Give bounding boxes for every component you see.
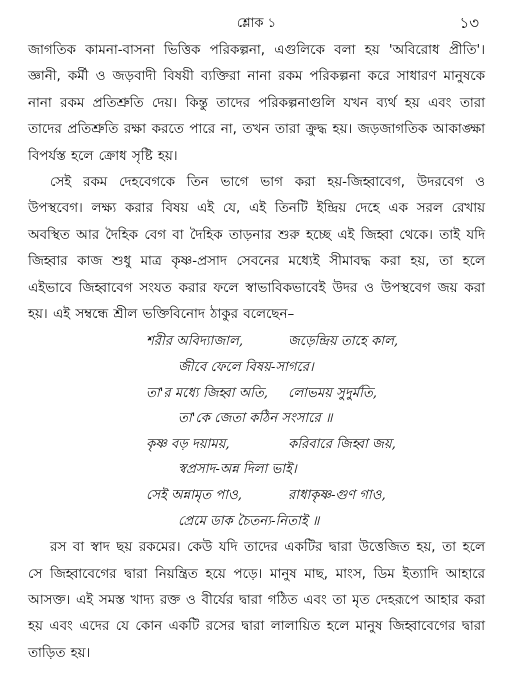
verse-line-5-second: করিবারে জিহ্বা জয়, [288, 436, 396, 452]
paragraph-1: জাগতিক কামনা-বাসনা ভিত্তিক পরিকল্পনা, এগুলিকে বলা হয় 'অবিরোধ প্রীতি'। জ্ঞানী, কর্মী ও জড়বাদী বিষয়ী ব্যক্তিরা নানা রকম পরিকল্পনা করে সাধারণ মানুষকে নানা রকম প্রতিশ্রুতি দেয়। কিন্তু তাদের পরিকল্পনাগুলি যখন ব্যর্থ হয় এবং তারা তাদের প্রতিশ্রুতি রক্ষা করতে পারে না, তখন তারা ক্রুদ্ধ হয়। জড়জাগতিক আকাঙ্ক্ষা বিপর্যস্ত হলে ক্রোধ সৃষ্টি হয়। [28, 43, 485, 164]
verse-line-7 [28, 483, 485, 509]
paragraph-3: রস বা স্বাদ ছয় রকমের। কেউ যদি তাদের একটির দ্বারা উত্তেজিত হয়, তা হলে সে জিহ্বাবেগের দ্বারা নিয়ন্ত্রিত হয়ে পড়ে। মানুষ মাছ, মাংস, ডিম ইত্যাদি আহারে আসক্ত। এই সমস্ত খাদ্য রক্ত ও বীর্যের দ্বারা গঠিত এবং তা মৃত দেহরূপে আহার করা হয় এবং এদের যে কোন একটি রসের দ্বারা লালায়িত হলে মানুষ জিহ্বাবেগের দ্বারা তাড়িত হয়। [28, 540, 485, 661]
page-number: ১৩ [459, 14, 479, 32]
verse-line-1 [28, 329, 485, 355]
verse-line-8 [28, 509, 485, 535]
verse-line-3-second: লোভময় সুদুর্মতি, [288, 385, 377, 401]
verse-line-5-first: কৃষ্ণ বড় দয়াময়, [146, 436, 230, 452]
verse-line-7-first: সেই অন্নামৃত পাও, [146, 488, 242, 504]
verse-line-3-first: তা'র মধ্যে জিহ্বা অতি, [146, 385, 269, 401]
verse-line-6 [28, 457, 485, 483]
verse-line-5 [28, 432, 485, 458]
verse-line-6-text: স্বপ্রসাদ-অন্ন দিলা ভাই। [178, 462, 297, 478]
verse-line-2 [28, 355, 485, 381]
verse-line-2-text: জীবে ফেলে বিষয়-সাগরে। [178, 360, 314, 376]
verse-line-3 [28, 381, 485, 407]
verse-line-4 [28, 406, 485, 432]
verse-line-1-second: জড়েন্দ্রিয় তাহে কাল, [288, 334, 399, 350]
verse-line-4-text: তা'কে জেতা কঠিন সংসারে ॥ [178, 411, 333, 427]
verse-block [28, 329, 485, 534]
verse-line-8-text: প্রেমে ডাক চৈতন্য-নিতাই ॥ [178, 513, 320, 529]
verse-line-1-first: শরীর অবিদ্যাজাল, [146, 334, 244, 350]
paragraph-2: সেই রকম দেহবেগকে তিন ভাগে ভাগ করা হয়-জিহ্বাবেগ, উদরবেগ ও উপস্থবেগ। লক্ষ্য করার বিষয় এই যে, এই তিনটি ইন্দ্রিয় দেহে এক সরল রেখায় অবস্থিত আর দৈহিক বেগ বা দৈহিক তাড়নার শুরু হচ্ছে এই জিহ্বা থেকে। তাই যদি জিহ্বার কাজ শুধু মাত্র কৃষ্ণ-প্রসাদ সেবনের মধ্যেই সীমাবদ্ধ করা হয়, তা হলে এইভাবে জিহ্বাবেগ সংযত করার ফলে স্বাভাবিকভাবেই উদর ও উপস্থবেগ জয় করা হয়। এই সম্বন্ধে শ্রীল ভক্তিবিনোদ ঠাকুর বলেছেন– [28, 175, 485, 323]
verse-line-7-second: রাধাকৃষ্ণ-গুণ গাও, [288, 488, 386, 504]
running-title: শ্লোক ১ [236, 16, 277, 31]
running-head [28, 12, 485, 38]
